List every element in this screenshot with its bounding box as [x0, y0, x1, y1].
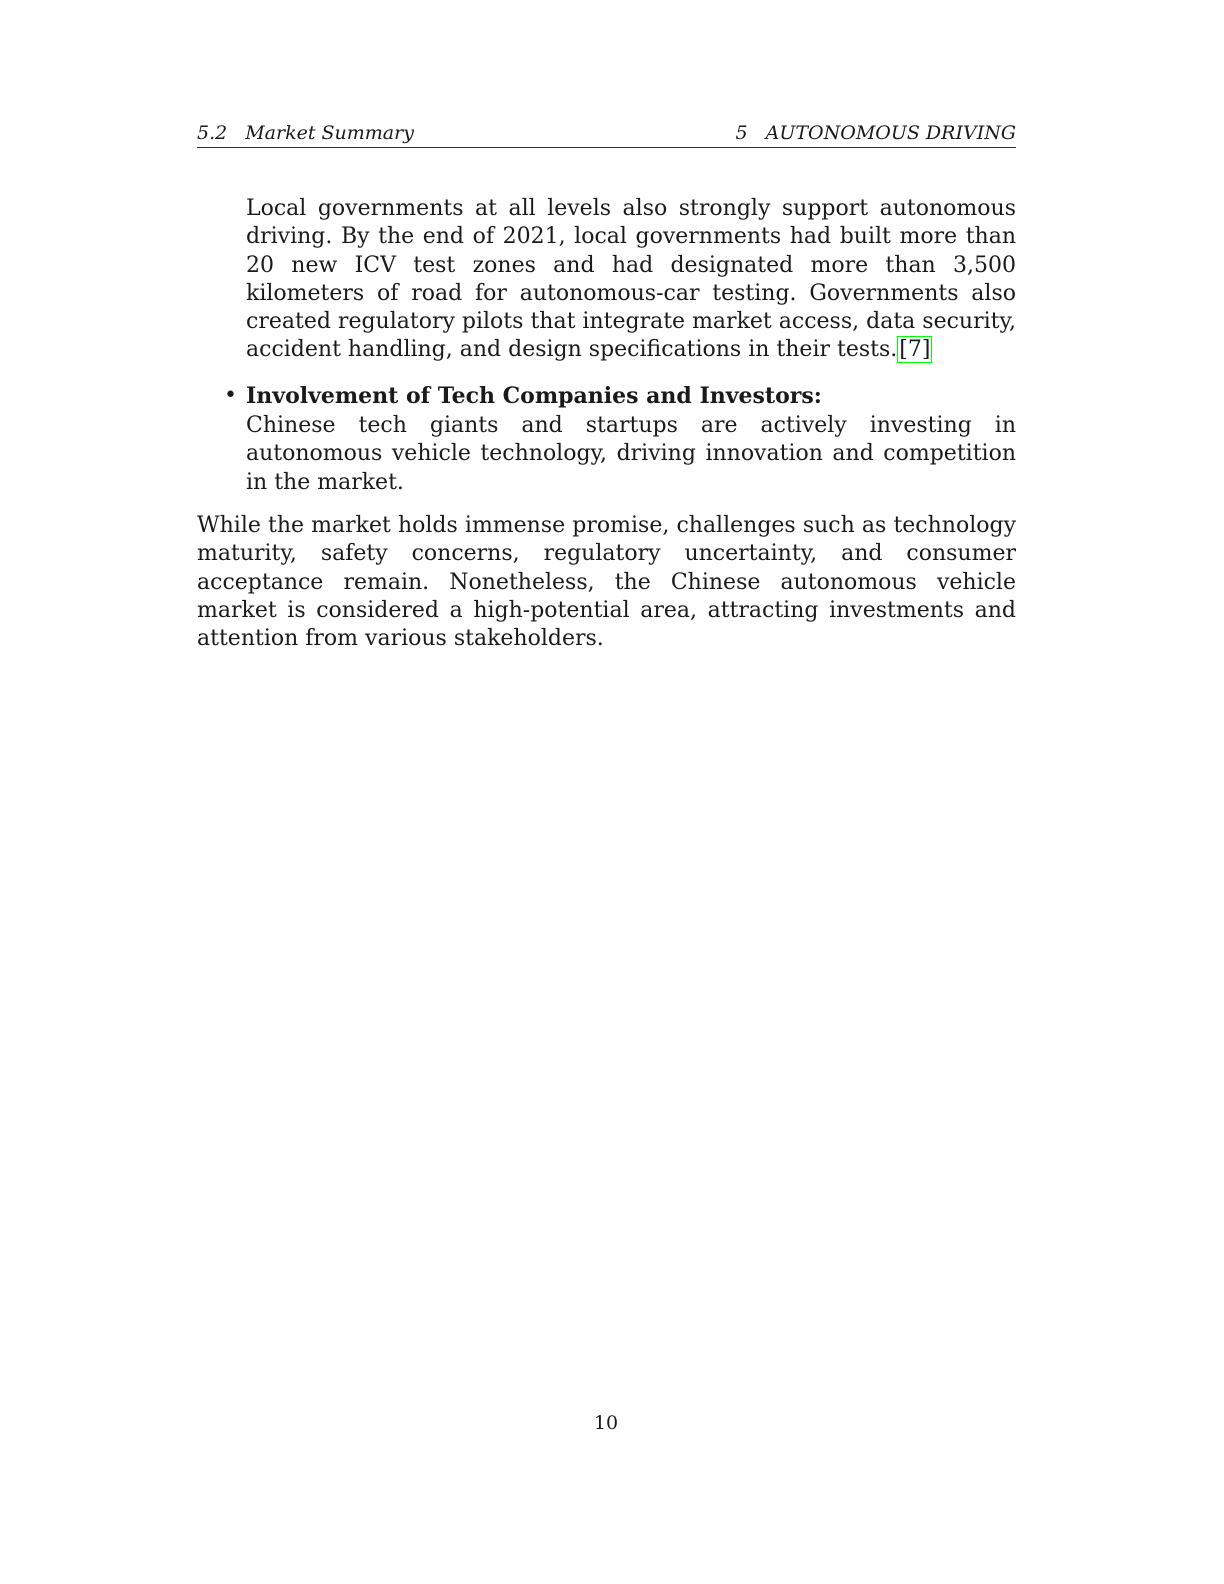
chapter-number: 5: [735, 122, 748, 144]
paragraph-text: Local governments at all levels also strongly support autonomous driving. By the end of 2021, local governments had built more than 20 new ICV test zones and had designated more than 3,500 kilometers of road for autonomous-car testing. Governments also created regulatory pilots that integrate market access, data security, accident handling, and design specifications in their tests.: [246, 196, 1016, 363]
header-section: [197, 122, 414, 144]
chapter-title: AUTONOMOUS DRIVING: [765, 122, 1016, 144]
header-chapter: [736, 122, 1016, 144]
running-header: [197, 121, 1016, 148]
section-number: 5.2: [197, 122, 228, 144]
bullet-heading: Involvement of Tech Companies and Investors:: [246, 383, 822, 409]
section-title: Market Summary: [245, 122, 414, 144]
citation-link[interactable]: [7]: [899, 337, 931, 363]
page-number: 10: [593, 1412, 619, 1434]
citation-number[interactable]: 7: [907, 337, 922, 363]
closing-paragraph: While the market holds immense promise, challenges such as technology maturity, safety concerns, regulatory uncertainty, and consumer acceptance remain. Nonetheless, the Chinese autonomous vehicle market is considered a high-potential area, attracting investments and attention from various stakeholders.: [197, 513, 1016, 652]
local-government-paragraph: [246, 195, 1016, 365]
bullet-text: Chinese tech giants and startups are actively investing in autonomous vehicle technology, driving innovation and competition in the market.: [246, 413, 1016, 495]
bullet-marker: •: [224, 383, 237, 408]
